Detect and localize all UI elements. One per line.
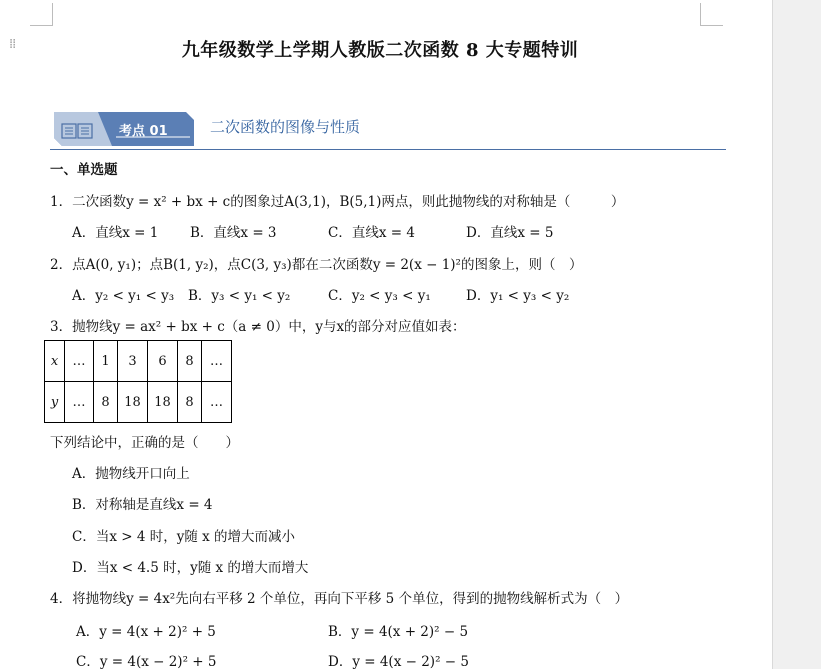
table-cell: … [202,341,232,382]
table-cell: 1 [94,341,118,382]
table-cell: 18 [148,382,178,423]
q4-option-a: A．y = 4(x + 2)² + 5 [76,624,216,640]
q2-option-a: A．y₂ < y₁ < y₃ [72,288,175,304]
question-3-prompt: 下列结论中，正确的是（ ） [50,435,239,451]
table-cell: 3 [118,341,148,382]
section-heading: 二次函数的图像与性质 [210,118,361,136]
q2-option-c: C．y₂ < y₃ < y₁ [328,288,431,304]
q2-option-b: B．y₃ < y₁ < y₂ [188,288,291,304]
heading-rule [50,149,726,150]
question-4-stem: 4．将抛物线y = 4x²先向右平移 2 个单位，再向下平移 5 个单位，得到的抛物线解析式为（ ） [50,591,629,607]
q2-option-d: D．y₁ < y₃ < y₂ [466,288,570,304]
q4-option-b: B．y = 4(x + 2)² − 5 [328,624,469,640]
question-1-stem: 1．二次函数y = x² + bx + c的图象过A(3,1)，B(5,1)两点，则此抛物线的对称轴是（ ） [50,194,625,210]
table-cell: 8 [178,382,202,423]
q3-option-c: C．当x > 4 时，y随 x 的增大而减小 [72,529,296,545]
q4-option-c: C．y = 4(x − 2)² + 5 [76,654,217,670]
q1-option-a: A．直线x = 1 [72,225,159,241]
table-cell: 8 [178,341,202,382]
drag-handle-icon[interactable]: ⁞⁞ [9,37,16,52]
table-row-y [45,382,232,423]
table-row-x [45,341,232,382]
right-gutter [772,0,821,669]
q3-option-b: B．对称轴是直线x = 4 [72,497,213,513]
table-cell: 6 [148,341,178,382]
table-cell: 18 [118,382,148,423]
question-3-stem: 3．抛物线y = ax² + bx + c（a ≠ 0）中，y与x的部分对应值如表： [50,319,466,335]
table-cell: … [65,341,94,382]
q1-option-b: B．直线x = 3 [190,225,277,241]
section-label: 一、单选题 [50,162,118,178]
q1-option-d: D．直线x = 5 [466,225,554,241]
value-table [44,340,232,423]
document-title: 九年级数学上学期人教版二次函数 8 大专题特训 [181,40,579,61]
table-cell: … [202,382,232,423]
page-corner-mark-right [700,3,723,26]
table-cell: y [45,382,65,423]
q3-option-d: D．当x < 4.5 时，y随 x 的增大而增大 [72,560,309,576]
q4-option-d: D．y = 4(x − 2)² − 5 [328,654,469,670]
kaodian-label: 考点 01 [119,124,168,139]
page-corner-mark-left [30,3,53,26]
q3-option-a: A．抛物线开口向上 [72,466,190,482]
question-2-stem: 2．点A(0, y₁)；点B(1, y₂)，点C(3, y₃)都在二次函数y = 2(x − 1)²的图象上，则（ ） [50,257,583,273]
table-cell: … [65,382,94,423]
q1-option-c: C．直线x = 4 [328,225,415,241]
table-cell: 8 [94,382,118,423]
table-cell: x [45,341,65,382]
